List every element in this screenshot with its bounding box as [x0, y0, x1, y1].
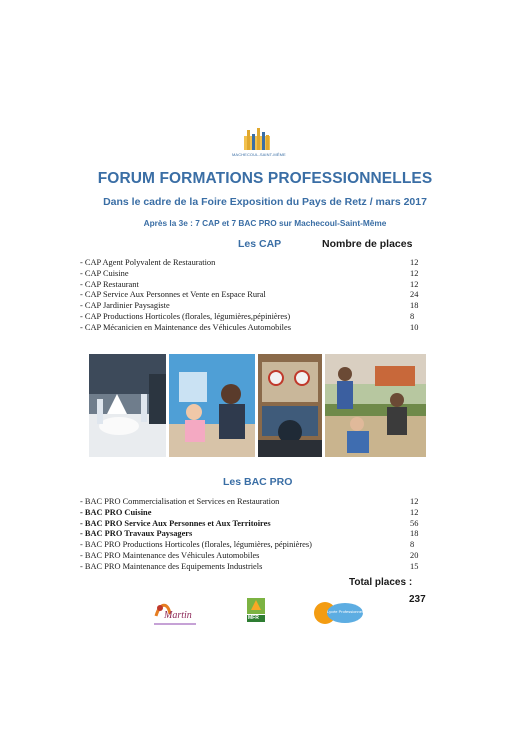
- list-item: [80, 497, 440, 508]
- list-item: [80, 540, 440, 551]
- cap-heading: Les CAP: [238, 238, 282, 250]
- bac-heading: Les BAC PRO: [223, 476, 293, 488]
- total-value: 237: [409, 594, 426, 605]
- lycee-text: Lycée Professionnel: [327, 609, 363, 614]
- bac-label: - BAC PRO Productions Horticoles (florales, légumières, pépinières): [80, 540, 312, 550]
- cap-places: 10: [410, 322, 419, 332]
- town-logo: [232, 126, 286, 162]
- cap-label: - CAP Mécanicien en Maintenance des Véhicules Automobiles: [80, 322, 291, 332]
- bac-label: - BAC PRO Service Aux Personnes et Aux Territoires: [80, 518, 271, 528]
- cap-label: - CAP Service Aux Personnes et Vente en Espace Rural: [80, 290, 266, 300]
- bac-places: 20: [410, 550, 419, 560]
- bac-places: 8: [410, 540, 415, 550]
- bac-label: - BAC PRO Maintenance des Véhicules Automobiles: [80, 550, 260, 560]
- cap-label: - CAP Jardinier Paysagiste: [80, 301, 170, 311]
- places-heading: Nombre de places: [322, 238, 413, 250]
- bac-list: [80, 497, 440, 573]
- list-item: [80, 562, 440, 573]
- list-item: [80, 519, 440, 530]
- cap-places: 12: [410, 268, 419, 278]
- list-item: [80, 551, 440, 562]
- bac-places: 12: [410, 497, 419, 506]
- bac-places: 18: [410, 529, 419, 539]
- town-logo-icon: [242, 126, 272, 152]
- bac-places: 15: [410, 561, 419, 571]
- town-logo-text: MACHECOUL-SAINT-MÊME: [232, 152, 286, 157]
- list-item: [80, 269, 440, 280]
- lycee-logo: [313, 598, 365, 628]
- cap-places: 8: [410, 311, 415, 321]
- cap-list: [80, 258, 440, 334]
- total-label: Total places :: [349, 577, 413, 588]
- mfr-logo: [245, 596, 267, 632]
- list-item: [80, 312, 440, 323]
- landscaping-photo: [325, 354, 426, 457]
- list-item: [80, 301, 440, 312]
- document-subtitle: Dans le cadre de la Foire Exposition du Pays de Retz / mars 2017: [103, 196, 427, 208]
- workshop-photo: [258, 354, 322, 457]
- photo-strip: [89, 354, 426, 457]
- bac-label: - BAC PRO Travaux Paysagers: [80, 529, 193, 539]
- list-item: [80, 290, 440, 301]
- cap-places: 12: [410, 279, 419, 289]
- childcare-photo: [169, 354, 255, 457]
- bac-places: 56: [410, 518, 419, 528]
- list-item: [80, 508, 440, 519]
- cap-places: 12: [410, 258, 419, 267]
- list-item: [80, 258, 440, 269]
- restaurant-table-photo: [89, 354, 166, 457]
- bac-label: - BAC PRO Maintenance des Equipements Industriels: [80, 561, 263, 571]
- document-tagline: Après la 3e : 7 CAP et 7 BAC PRO sur Machecoul-Saint-Même: [143, 218, 387, 228]
- mfr-text: MFR: [248, 615, 259, 621]
- cap-label: - CAP Agent Polyvalent de Restauration: [80, 258, 216, 267]
- saint-martin-logo: [150, 598, 200, 630]
- cap-places: 24: [410, 290, 419, 300]
- bac-places: 12: [410, 507, 419, 517]
- bac-label: - BAC PRO Commercialisation et Services en Restauration: [80, 497, 280, 506]
- cap-places: 18: [410, 301, 419, 311]
- list-item: [80, 280, 440, 291]
- document-title: FORUM FORMATIONS PROFESSIONNELLES: [97, 170, 433, 187]
- list-item: [80, 323, 440, 334]
- cap-label: - CAP Productions Horticoles (florales, légumières,pépinières): [80, 311, 291, 321]
- bac-label: - BAC PRO Cuisine: [80, 507, 152, 517]
- list-item: [80, 529, 440, 540]
- cap-label: - CAP Cuisine: [80, 268, 129, 278]
- partner-logos: [0, 596, 530, 636]
- cap-label: - CAP Restaurant: [80, 279, 139, 289]
- saint-martin-text: Martin: [164, 610, 192, 621]
